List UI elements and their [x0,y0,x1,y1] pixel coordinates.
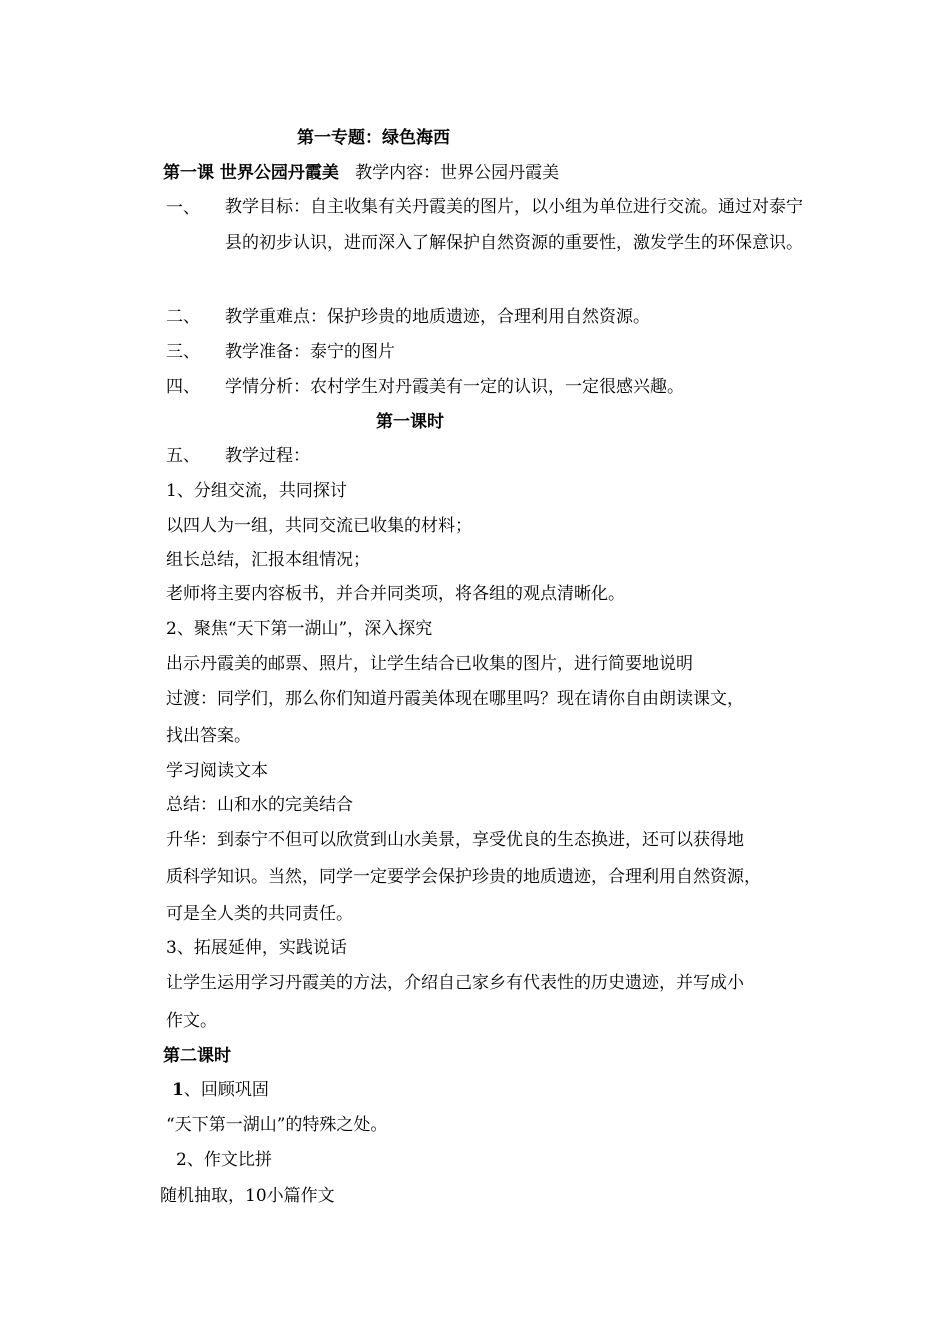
body-line: 学习阅读文本 [166,761,268,781]
lesson-heading: 第一课 世界公园丹霞美 [163,163,339,183]
body-line: 老师将主要内容板书，并合并同类项，将各组的观点清晰化。 [166,584,625,604]
body-line: 3、拓展延伸，实践说话 [166,938,347,958]
body-line: 让学生运用学习丹霞美的方法，介绍自己家乡有代表性的历史遗迹，并写成小 [166,973,744,993]
body-line: “天下第一湖山”的特殊之处。 [166,1115,388,1135]
body-line: 总结：山和水的完美结合 [166,795,353,815]
period-two-title: 第二课时 [163,1046,231,1066]
section-learner-analysis: 学情分析：农村学生对丹霞美有一定的认识，一定很感兴趣。 [225,377,684,397]
section-preparation: 教学准备：泰宁的图片 [225,342,395,362]
section-process: 教学过程： [225,446,310,466]
section-number: 三、 [166,342,200,362]
topic-title: 第一专题：绿色海西 [297,128,450,148]
body-line: 1、分组交流，共同探讨 [166,481,347,501]
lesson-heading-line [163,161,559,185]
body-line: 随机抽取，10小篇作文 [160,1186,335,1206]
body-line: 2、聚焦“天下第一湖山”，深入探究 [166,619,433,639]
body-line: 出示丹霞美的邮票、照片，让学生结合已收集的图片，进行简要地说明 [166,654,693,674]
body-line: 可是全人类的共同责任。 [166,904,353,924]
body-line: 升华：到泰宁不但可以欣赏到山水美景，享受优良的生态换进，还可以获得地 [166,830,744,850]
lesson-content: 教学内容：世界公园丹霞美 [355,163,560,183]
body-line: 找出答案。 [166,726,251,746]
review-item-text: 、回顾巩固 [183,1080,269,1100]
body-line: 过渡：同学们，那么你们知道丹霞美体现在哪里吗？现在请你自由朗读课文， [166,689,744,709]
section-objectives: 教学目标：自主收集有关丹霞美的图片，以小组为单位进行交流。通过对泰宁县的初步认识，进而深入了解保护自然资源的重要性，激发学生的环保意识。 [225,197,803,253]
body-line: 作文。 [166,1011,217,1031]
body-line: 质科学知识。当然，同学一定要学会保护珍贵的地质遗迹，合理利用自然资源， [166,867,761,887]
section-number: 五、 [166,446,200,466]
body-line: 组长总结，汇报本组情况； [166,550,370,570]
section-key-points: 教学重难点：保护珍贵的地质遗迹，合理利用自然资源。 [225,307,650,327]
section-number: 二、 [166,307,200,327]
section-number: 四、 [166,377,200,397]
body-line: 以四人为一组，共同交流已收集的材料； [166,516,472,536]
review-item-number: 1 [172,1080,184,1100]
period-one-title: 第一课时 [376,412,444,432]
review-item [172,1078,269,1102]
section-number: 一、 [166,198,200,218]
body-line: 2、作文比拼 [176,1150,272,1170]
